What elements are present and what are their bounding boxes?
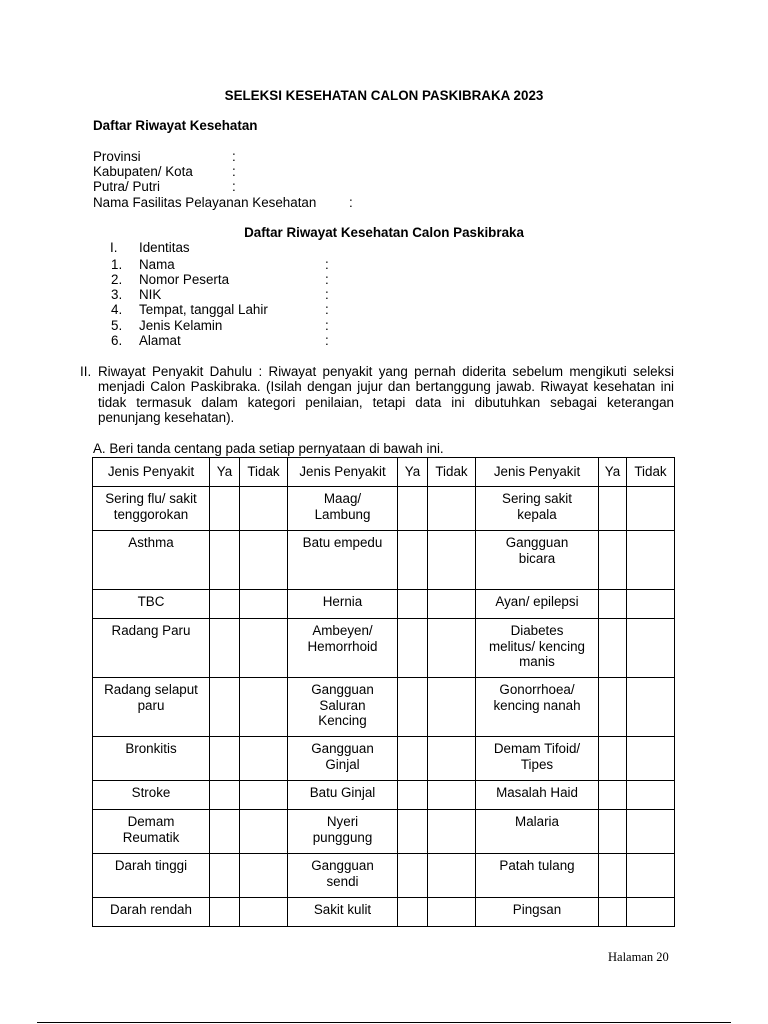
item-colon: : [325,257,329,272]
item-number: 1. [111,257,123,272]
checkbox-ya-cell[interactable] [599,678,627,737]
disease-name-cell: Malaria [476,810,599,854]
field-label: Provinsi [93,149,141,164]
field-colon: : [232,164,236,179]
bottom-rule [37,1022,731,1023]
col-header-jenis-penyakit: Jenis Penyakit [93,458,210,487]
checkbox-tidak-cell[interactable] [240,619,288,678]
history-paragraph [80,364,674,425]
checkbox-ya-cell[interactable] [398,619,428,678]
checkbox-tidak-cell[interactable] [428,854,476,898]
item-number: 3. [111,287,123,302]
field-label: Putra/ Putri [93,179,160,194]
checkbox-ya-cell[interactable] [599,737,627,781]
table-row [93,737,675,781]
disease-name-cell: Gangguan bicara [476,531,599,590]
checkbox-ya-cell[interactable] [599,898,627,927]
table-row [93,810,675,854]
disease-name-cell: Nyeri punggung [288,810,398,854]
page-number: Halaman 20 [608,950,669,964]
disease-name-cell: Sakit kulit [288,898,398,927]
document-title: SELEKSI KESEHATAN CALON PASKIBRAKA 2023 [224,88,544,103]
table-row [93,531,675,590]
checkbox-ya-cell[interactable] [398,487,428,531]
disease-name-cell: Hernia [288,590,398,619]
disease-name-cell: Demam Tifoid/ Tipes [476,737,599,781]
checkbox-tidak-cell[interactable] [627,781,675,810]
checkbox-tidak-cell[interactable] [240,487,288,531]
checkbox-tidak-cell[interactable] [428,781,476,810]
checkbox-ya-cell[interactable] [599,781,627,810]
history-numeral: II. [80,364,92,379]
checkbox-ya-cell[interactable] [210,678,240,737]
checkbox-ya-cell[interactable] [398,898,428,927]
col-header-tidak: Tidak [240,458,288,487]
checkbox-ya-cell[interactable] [599,854,627,898]
checkbox-ya-cell[interactable] [210,590,240,619]
col-header-ya: Ya [398,458,428,487]
disease-name-cell: Batu empedu [288,531,398,590]
checkbox-ya-cell[interactable] [210,619,240,678]
disease-name-cell: Asthma [93,531,210,590]
disease-history-table [92,457,675,927]
table-body [93,487,675,927]
table-row [93,619,675,678]
disease-name-cell: Ayan/ epilepsi [476,590,599,619]
checkbox-tidak-cell[interactable] [627,487,675,531]
checkbox-tidak-cell[interactable] [428,898,476,927]
item-colon: : [325,333,329,348]
field-colon: : [349,195,353,210]
col-header-jenis-penyakit: Jenis Penyakit [288,458,398,487]
disease-name-cell: Maag/ Lambung [288,487,398,531]
checkbox-tidak-cell[interactable] [627,854,675,898]
item-number: 2. [111,272,123,287]
table-row [93,781,675,810]
disease-name-cell: Stroke [93,781,210,810]
item-number: 5. [111,318,123,333]
checkbox-ya-cell[interactable] [398,810,428,854]
checkbox-ya-cell[interactable] [398,854,428,898]
col-header-ya: Ya [599,458,627,487]
col-header-ya: Ya [210,458,240,487]
disease-name-cell: Radang Paru [93,619,210,678]
disease-name-cell: Gonorrhoea/ kencing nanah [476,678,599,737]
field-colon: : [232,179,236,194]
table-row [93,590,675,619]
checkbox-ya-cell[interactable] [398,678,428,737]
item-colon: : [325,318,329,333]
item-label: Jenis Kelamin [139,318,223,333]
checkbox-ya-cell[interactable] [398,781,428,810]
checkbox-tidak-cell[interactable] [428,531,476,590]
table-header-row [93,458,675,487]
checkbox-ya-cell[interactable] [210,737,240,781]
disease-name-cell: Ambeyen/ Hemorrhoid [288,619,398,678]
disease-name-cell: Batu Ginjal [288,781,398,810]
checkbox-tidak-cell[interactable] [627,619,675,678]
disease-name-cell: Gangguan Saluran Kencing [288,678,398,737]
item-colon: : [325,287,329,302]
checkbox-ya-cell[interactable] [599,531,627,590]
disease-name-cell: Darah tinggi [93,854,210,898]
checkbox-tidak-cell[interactable] [428,619,476,678]
field-label: Nama Fasilitas Pelayanan Kesehatan [93,195,317,210]
checkbox-tidak-cell[interactable] [240,531,288,590]
item-label: Nama [139,257,175,272]
checkbox-ya-cell[interactable] [210,854,240,898]
disease-name-cell: Darah rendah [93,898,210,927]
item-number: 4. [111,302,123,317]
checkbox-ya-cell[interactable] [210,898,240,927]
disease-name-cell: Bronkitis [93,737,210,781]
col-header-jenis-penyakit: Jenis Penyakit [476,458,599,487]
checkbox-tidak-cell[interactable] [627,678,675,737]
item-colon: : [325,272,329,287]
disease-name-cell: Gangguan Ginjal [288,737,398,781]
checkbox-tidak-cell[interactable] [240,781,288,810]
item-label: Nomor Peserta [139,272,230,287]
checkbox-tidak-cell[interactable] [240,810,288,854]
checkbox-ya-cell[interactable] [210,531,240,590]
checkbox-ya-cell[interactable] [599,619,627,678]
disease-name-cell: TBC [93,590,210,619]
item-number: 6. [111,333,123,348]
table-instruction: A. Beri tanda centang pada setiap pernyataan di bawah ini. [93,441,444,456]
checkbox-ya-cell[interactable] [210,810,240,854]
checkbox-ya-cell[interactable] [398,737,428,781]
section-heading: Daftar Riwayat Kesehatan [93,118,258,133]
disease-name-cell: Radang selaput paru [93,678,210,737]
field-label: Kabupaten/ Kota [93,164,193,179]
item-colon: : [325,302,329,317]
checkbox-tidak-cell[interactable] [240,737,288,781]
table-row [93,898,675,927]
disease-name-cell: Demam Reumatik [93,810,210,854]
checkbox-tidak-cell[interactable] [627,531,675,590]
checkbox-tidak-cell[interactable] [240,854,288,898]
identity-heading: Identitas [139,240,190,255]
disease-name-cell: Patah tulang [476,854,599,898]
checkbox-ya-cell[interactable] [599,487,627,531]
table-row [93,854,675,898]
table-row [93,678,675,737]
checkbox-tidak-cell[interactable] [627,898,675,927]
checkbox-ya-cell[interactable] [210,781,240,810]
checkbox-tidak-cell[interactable] [627,590,675,619]
disease-name-cell: Gangguan sendi [288,854,398,898]
checkbox-tidak-cell[interactable] [428,810,476,854]
field-colon: : [232,149,236,164]
checkbox-ya-cell[interactable] [599,590,627,619]
history-text: Riwayat Penyakit Dahulu : Riwayat penyakit yang pernah diderita sebelum mengikuti seleksi menjadi Calon Paskibraka. (Isilah dengan jujur dan bertanggung jawab. Riwayat kesehatan ini tidak termasuk dalam kategori penilaian, tetapi data ini dibutuhkan sebagai keterangan penunjang kesehatan). [98,364,674,425]
checkbox-tidak-cell[interactable] [240,590,288,619]
checkbox-ya-cell[interactable] [599,810,627,854]
disease-name-cell: Sering sakit kepala [476,487,599,531]
table-row [93,487,675,531]
checkbox-ya-cell[interactable] [398,590,428,619]
checkbox-tidak-cell[interactable] [428,487,476,531]
checkbox-ya-cell[interactable] [210,487,240,531]
item-label: Alamat [139,333,181,348]
col-header-tidak: Tidak [428,458,476,487]
col-header-tidak: Tidak [627,458,675,487]
checkbox-tidak-cell[interactable] [240,898,288,927]
identity-numeral: I. [110,240,118,255]
disease-name-cell: Diabetes melitus/ kencing manis [476,619,599,678]
form-subtitle: Daftar Riwayat Kesehatan Calon Paskibraka [244,225,524,240]
checkbox-ya-cell[interactable] [398,531,428,590]
checkbox-tidak-cell[interactable] [627,810,675,854]
checkbox-tidak-cell[interactable] [428,737,476,781]
disease-name-cell: Pingsan [476,898,599,927]
checkbox-tidak-cell[interactable] [627,737,675,781]
disease-name-cell: Masalah Haid [476,781,599,810]
item-label: NIK [139,287,162,302]
checkbox-tidak-cell[interactable] [240,678,288,737]
checkbox-tidak-cell[interactable] [428,590,476,619]
item-label: Tempat, tanggal Lahir [139,302,268,317]
checkbox-tidak-cell[interactable] [428,678,476,737]
disease-name-cell: Sering flu/ sakit tenggorokan [93,487,210,531]
